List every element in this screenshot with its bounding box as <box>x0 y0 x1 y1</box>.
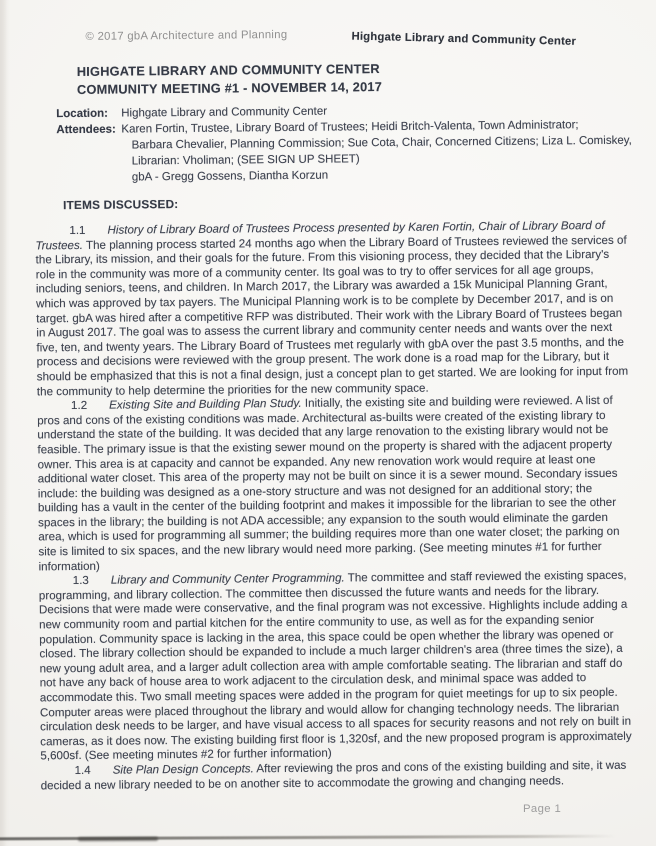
title-line-1: HIGHGATE LIBRARY AND COMMUNITY CENTER <box>76 61 380 79</box>
section-1-1 <box>35 219 633 400</box>
attendees-line: Barbara Chevalier, Planning Commission; Sue Cota, Chair, Concerned Citizens; Liza L. Comiskey, <box>131 134 632 152</box>
meeting-meta <box>34 101 631 187</box>
section-heading: Existing Site and Building Plan Study. <box>109 396 302 412</box>
attendees-list <box>121 117 632 186</box>
section-body: After reviewing the pros and cons of the existing building and site, it was decided a new library needed to be on another site to accommodate the growing and changing needs. <box>40 758 627 792</box>
attendees-line: Karen Fortin, Trustee, Library Board of Trustees; Heidi Britch-Valenta, Town Administrator; <box>121 119 579 136</box>
items-discussed-heading: ITEMS DISCUSSED: <box>63 197 179 213</box>
section-number: 1.1 <box>69 223 86 238</box>
section-body: The committee and staff reviewed the existing spaces, programming, and library collection. The committee then discussed the future wants and needs for the library. Decisions that were made were conservative, and the final program was not excessive. Highlights include adding a new community room and partial kitchen for the entire community to use, as well as for the expanding senior population. Community space is lacking in the area, this space could be open whether the library was opened or closed. The library collection should be expanded to include a much larger children's area (three times the size), a new young adult area, and a larger adult collection area with ample comfortable seating. The librarian and staff do not have any back of house area to work adjacent to the circulation desk, and minimal space was added to accommodate this. Two small meeting spaces were added in the program for quiet meetings for up to six people. Computer areas were placed throughout the library and would allow for changing technology needs. The librarian circulation desk needs to be larger, and have visual access to all spaces for security reasons and not rely on built in cameras, as it does now. The existing building first floor is 1,320sf, and the new proposed program is approximately 5,600sf. (See meeting minutes #2 for further information) <box>38 568 632 763</box>
scan-left-edge <box>0 0 7 846</box>
page-number: Page 1 <box>523 803 562 815</box>
location-value: Highgate Library and Community Center <box>121 105 328 120</box>
attendees-line: gbA - Gregg Gossens, Diantha Korzun <box>131 169 329 184</box>
section-body: The planning process started 24 months ago when the Library Board of Trustees reviewed the services of the Library, its mission, and their goals for the future. From this visioning process, they decided that the Library's role in the community was more of a community center. Its goal was to try to offer services for all age groups, including seniors, teens, and children. In March 2017, the Library was awarded a 15k Municipal Planning Grant, which was approved by tax payers. The Municipal Planning work is to be complete by December 2017, and is on target. gbA was hired after a competitive RFP was distributed. Their work with the Library Board of Trustees began in August 2017. The goal was to assess the current library and community center needs and wants over the next five, ten, and twenty years. The Library Board of Trustees met regularly with gbA over the past 3.5 months, and the process and decisions were reviewed with the group present. The work done is a road map for the Library, but it should be emphasized that this is not a final design, just a concept plan to get started. We are looking for input from the community to help determine the priorities for the new community space. <box>35 233 629 398</box>
header-project-title: Highgate Library and Community Center <box>351 30 577 48</box>
section-1-2 <box>37 394 635 575</box>
section-heading: History of Library Board of Trustees Process presented by Karen Fortin, Chair of Library Board of Trustees. <box>35 218 605 252</box>
section-number: 1.2 <box>70 399 88 413</box>
attendees-line: Librarian: Vholiman; (SEE SIGN UP SHEET) <box>131 153 360 168</box>
section-number: 1.4 <box>74 763 91 777</box>
title-line-2: COMMUNITY MEETING #1 - NOVEMBER 14, 2017 <box>76 78 383 97</box>
minutes-sections <box>35 219 636 794</box>
document-title <box>77 60 382 98</box>
section-1-4 <box>40 759 636 794</box>
scan-artifact-blob <box>78 837 158 841</box>
section-1-3 <box>39 569 637 764</box>
location-label: Location: <box>56 107 109 121</box>
copyright-line: © 2017 gbA Architecture and Planning <box>85 28 288 43</box>
section-body: Initially, the existing site and building were reviewed. A list of pros and cons of the existing conditions was made. Architectural as-builts were created of the existing library to understand the state of the building. It was decided that any large renovation to the existing library would not be feasible. The primary issue is that the existing sewer mound on the property is shared with the adjacent property owner. This area is at capacity and cannot be expanded. Any new renovation work would require at least one additional water closet. This area of the property may not be built on since it is a sewer mound. Secondary issues include: the building was designed as a one-story structure and was not designed for an additional story; the building has a vault in the center of the building footprint and makes it impossible for the librarian to see the other spaces in the library; the building is not ADA accessible; any expansion to the south would eliminate the garden area, which is used for programming all summer; the building requires more than one water closet; the parking on site is limited to six spaces, and the new library would need more parking. (See meeting minutes #1 for further information) <box>37 393 620 574</box>
attendees-label: Attendees: <box>56 123 116 137</box>
section-heading: Site Plan Design Concepts. <box>112 762 254 777</box>
attendees-row <box>34 117 631 187</box>
meeting-minutes-document <box>33 0 637 800</box>
section-number: 1.3 <box>72 574 89 588</box>
section-heading: Library and Community Center Programming. <box>110 571 345 587</box>
